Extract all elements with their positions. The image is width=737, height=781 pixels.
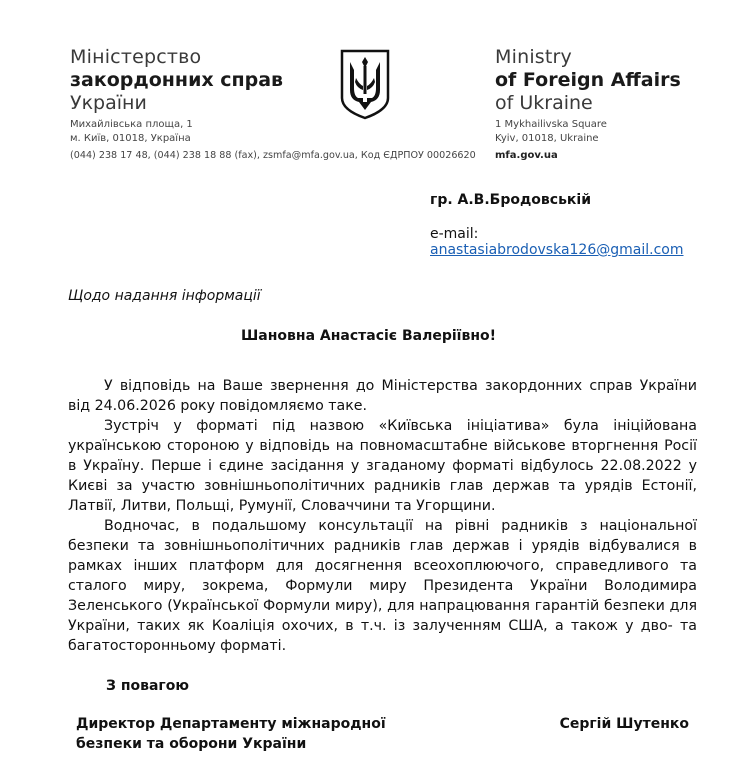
paragraph-2: Зустріч у форматі під назвою «Київська ініціатива» була ініційована українською стороною у відповідь на повномасштабне військове вторгнення Росії в Україну. Перше і єдине засідання у згаданому форматі відбулось 22.08.2022 у Києві за участю зовнішньополітичних радників глав держав та урядів Естонії, Латвії, Литви, Польщі, Румунії, Словаччини та Угорщини. [68,418,697,514]
website: mfa.gov.ua [495,150,558,161]
recipient-name: гр. А.В.Бродовській [430,192,592,208]
paragraph-1: У відповідь на Ваше звернення до Міністерства закордонних справ України від 24.06.2026 року повідомляємо таке. [68,378,697,414]
ministry-en-line1: Ministry [495,46,572,68]
address-en [495,118,725,163]
paragraph-3: Водночас, в подальшому консультації на рівні радників з національної безпеки та зовнішньополітичних радників глав держав і урядів відбувалися в рамках інших платформ для досягнення всеохоплюючого, справедливого та сталого миру, зокрема, Формули миру Президента України Володимира Зеленського (Української Формули миру), для напрацювання гарантій безпеки для України, таких як Коаліція охочих, в т.ч. із залученням США, а також у дво- та багатосторонньому форматі. [68,518,697,654]
subject-line: Щодо надання інформації [68,288,261,304]
letterhead-ua [70,46,330,115]
closing: З повагою [106,678,189,694]
ministry-en-line3: of Ukraine [495,92,593,114]
address-ua [70,118,530,163]
ministry-ua-line2: закордонних справ [70,69,284,91]
signatory-position-line1: Директор Департаменту міжнародної [76,716,386,732]
contacts-ua: (044) 238 17 48, (044) 238 18 88 (fax), zsmfa@mfa.gov.ua, Код ЄДРПОУ 00026620 [70,150,476,161]
letter-body [68,376,697,656]
salutation: Шановна Анастасіє Валеріївно! [241,328,496,344]
ministry-ua-line3: України [70,92,147,114]
email-label: e-mail: [430,226,479,242]
address-en-line2: Kyiv, 01018, Ukraine [495,133,599,144]
ministry-ua-line1: Міністерство [70,46,202,68]
trident-coat-of-arms-icon [339,48,391,120]
address-en-line1: 1 Mykhailivska Square [495,119,607,130]
signatory-position [76,714,386,754]
recipient-block [430,192,730,258]
letterhead-en [495,46,725,115]
ministry-en-line2: of Foreign Affairs [495,69,681,91]
signatory-position-line2: безпеки та оборони України [76,736,307,752]
signatory-name: Сергій Шутенко [559,716,689,732]
address-ua-line2: м. Київ, 01018, Україна [70,133,191,144]
recipient-email-link[interactable]: anastasiabrodovska126@gmail.com [430,242,684,258]
address-ua-line1: Михайлівська площа, 1 [70,119,193,130]
